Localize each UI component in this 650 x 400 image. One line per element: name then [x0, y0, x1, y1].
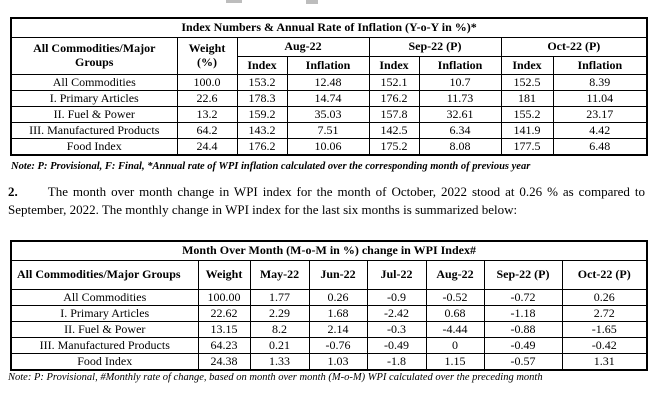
column-header-aug22: Aug-22: [237, 38, 369, 57]
cell: 100.00: [198, 290, 250, 306]
subheader-inflation: Inflation: [287, 57, 369, 75]
cell: 155.2: [501, 107, 553, 123]
column-header-groups: All Commodities/Major Groups: [11, 261, 198, 290]
cell: -0.88: [484, 322, 562, 338]
mom-change-table: [10, 240, 648, 371]
cell: 0.26: [309, 290, 367, 306]
table-row: [11, 322, 647, 338]
table-row: [11, 139, 647, 156]
cell: 1.31: [562, 354, 647, 371]
cell: -0.49: [367, 338, 426, 354]
cell: 178.3: [237, 91, 287, 107]
table1-month-header-row: [11, 38, 647, 57]
column-header-jun22: Jun-22: [309, 261, 367, 290]
cell: 2.29: [250, 306, 309, 322]
table1-note: Note: P: Provisional, F: Final, *Annual rate of WPI inflation calculated over the corresponding month of previous year: [11, 161, 531, 172]
cell: -2.42: [367, 306, 426, 322]
cell: 2.14: [309, 322, 367, 338]
cell: 11.73: [419, 91, 501, 107]
cell: 177.5: [501, 139, 553, 156]
column-header-sep22: Sep-22 (P): [484, 261, 562, 290]
column-header-weight-line1: Weight: [188, 41, 226, 56]
column-header-sep22: Sep-22 (P): [369, 38, 501, 57]
subheader-index: Index: [501, 57, 553, 75]
cell: 181: [501, 91, 553, 107]
table2-header-row: [11, 261, 647, 290]
cell: 6.48: [553, 139, 647, 156]
cell: 10.7: [419, 75, 501, 91]
cell: 24.4: [177, 139, 237, 156]
cell: 14.74: [287, 91, 369, 107]
table-row: [11, 91, 647, 107]
column-header-groups-line1: All Commodities/Major: [33, 41, 156, 56]
cell: -0.57: [484, 354, 562, 371]
cell: 6.34: [419, 123, 501, 139]
column-header-jul22: Jul-22: [367, 261, 426, 290]
cell: -0.3: [367, 322, 426, 338]
cell: 152.5: [501, 75, 553, 91]
cell: 143.2: [237, 123, 287, 139]
cell: 4.42: [553, 123, 647, 139]
cell: 24.38: [198, 354, 250, 371]
column-header-groups-line2: Groups: [75, 55, 114, 69]
column-header-aug22: Aug-22: [426, 261, 484, 290]
paragraph-2: [8, 183, 645, 218]
cell: 176.2: [237, 139, 287, 156]
row-label: III. Manufactured Products: [11, 338, 198, 354]
row-label: II. Fuel & Power: [11, 107, 177, 123]
cell: -0.49: [484, 338, 562, 354]
cell: 159.2: [237, 107, 287, 123]
cell: 22.62: [198, 306, 250, 322]
cell: 64.2: [177, 123, 237, 139]
paragraph-number: 2.: [8, 184, 18, 199]
cell: -0.76: [309, 338, 367, 354]
column-header-weight: [177, 38, 237, 75]
column-header-oct22: Oct-22 (P): [501, 38, 647, 57]
table1-title: Index Numbers & Annual Rate of Inflation (Y-o-Y in %)*: [11, 18, 647, 38]
cell: 22.6: [177, 91, 237, 107]
row-label: I. Primary Articles: [11, 91, 177, 107]
cropped-text-artifact: [306, 0, 318, 4]
row-label: All Commodities: [11, 75, 177, 91]
cell: -0.9: [367, 290, 426, 306]
cell: 10.06: [287, 139, 369, 156]
cell: -0.42: [562, 338, 647, 354]
column-header-weight: Weight: [198, 261, 250, 290]
table2-title: Month Over Month (M-o-M in %) change in WPI Index#: [11, 241, 647, 261]
row-label: II. Fuel & Power: [11, 322, 198, 338]
column-header-oct22: Oct-22 (P): [562, 261, 647, 290]
cell: 175.2: [369, 139, 419, 156]
cell: 1.15: [426, 354, 484, 371]
cell: -4.44: [426, 322, 484, 338]
subheader-inflation: Inflation: [419, 57, 501, 75]
cell: 35.03: [287, 107, 369, 123]
cell: 11.04: [553, 91, 647, 107]
cell: 1.03: [309, 354, 367, 371]
column-header-groups: [11, 38, 177, 75]
cell: 153.2: [237, 75, 287, 91]
table-row: [11, 75, 647, 91]
table-row: [11, 306, 647, 322]
table-title-row: [11, 18, 647, 38]
subheader-index: Index: [369, 57, 419, 75]
cell: -1.65: [562, 322, 647, 338]
column-header-weight-line2: (%): [197, 55, 217, 69]
cell: 100.0: [177, 75, 237, 91]
table2-note: Note: P: Provisional, #Monthly rate of change, based on month over month (M-o-M) WPI calculated over the preceding month: [8, 372, 543, 383]
subheader-index: Index: [237, 57, 287, 75]
cell: 1.77: [250, 290, 309, 306]
cell: 0: [426, 338, 484, 354]
cell: 1.68: [309, 306, 367, 322]
cell: 23.17: [553, 107, 647, 123]
table-row: [11, 354, 647, 371]
cell: 157.8: [369, 107, 419, 123]
table-row: [11, 290, 647, 306]
cell: 0.21: [250, 338, 309, 354]
column-header-may22: May-22: [250, 261, 309, 290]
cell: 141.9: [501, 123, 553, 139]
subheader-inflation: Inflation: [553, 57, 647, 75]
cell: 142.5: [369, 123, 419, 139]
table-row: [11, 123, 647, 139]
cell: 13.15: [198, 322, 250, 338]
yoy-inflation-table: [10, 17, 648, 156]
cell: -1.18: [484, 306, 562, 322]
cell: 12.48: [287, 75, 369, 91]
cell: -0.52: [426, 290, 484, 306]
cell: 13.2: [177, 107, 237, 123]
cell: 8.39: [553, 75, 647, 91]
row-label: All Commodities: [11, 290, 198, 306]
table-title-row: [11, 241, 647, 261]
cell: 1.33: [250, 354, 309, 371]
cell: 2.72: [562, 306, 647, 322]
paragraph-text: The month over month change in WPI index for the month of October, 2022 stood at 0.26 % as compared to September, 2022. The monthly change in WPI index for the last six months is summarized below:: [8, 184, 645, 217]
row-label: Food Index: [11, 354, 198, 371]
row-label: III. Manufactured Products: [11, 123, 177, 139]
cell: 8.08: [419, 139, 501, 156]
table-row: [11, 338, 647, 354]
cell: -0.72: [484, 290, 562, 306]
cell: 152.1: [369, 75, 419, 91]
cropped-text-artifact: [226, 0, 242, 3]
cell: 0.68: [426, 306, 484, 322]
cell: 176.2: [369, 91, 419, 107]
cell: 0.26: [562, 290, 647, 306]
cell: 64.23: [198, 338, 250, 354]
cell: 8.2: [250, 322, 309, 338]
cell: 32.61: [419, 107, 501, 123]
cell: 7.51: [287, 123, 369, 139]
row-label: I. Primary Articles: [11, 306, 198, 322]
cell: -1.8: [367, 354, 426, 371]
table-row: [11, 107, 647, 123]
row-label: Food Index: [11, 139, 177, 156]
